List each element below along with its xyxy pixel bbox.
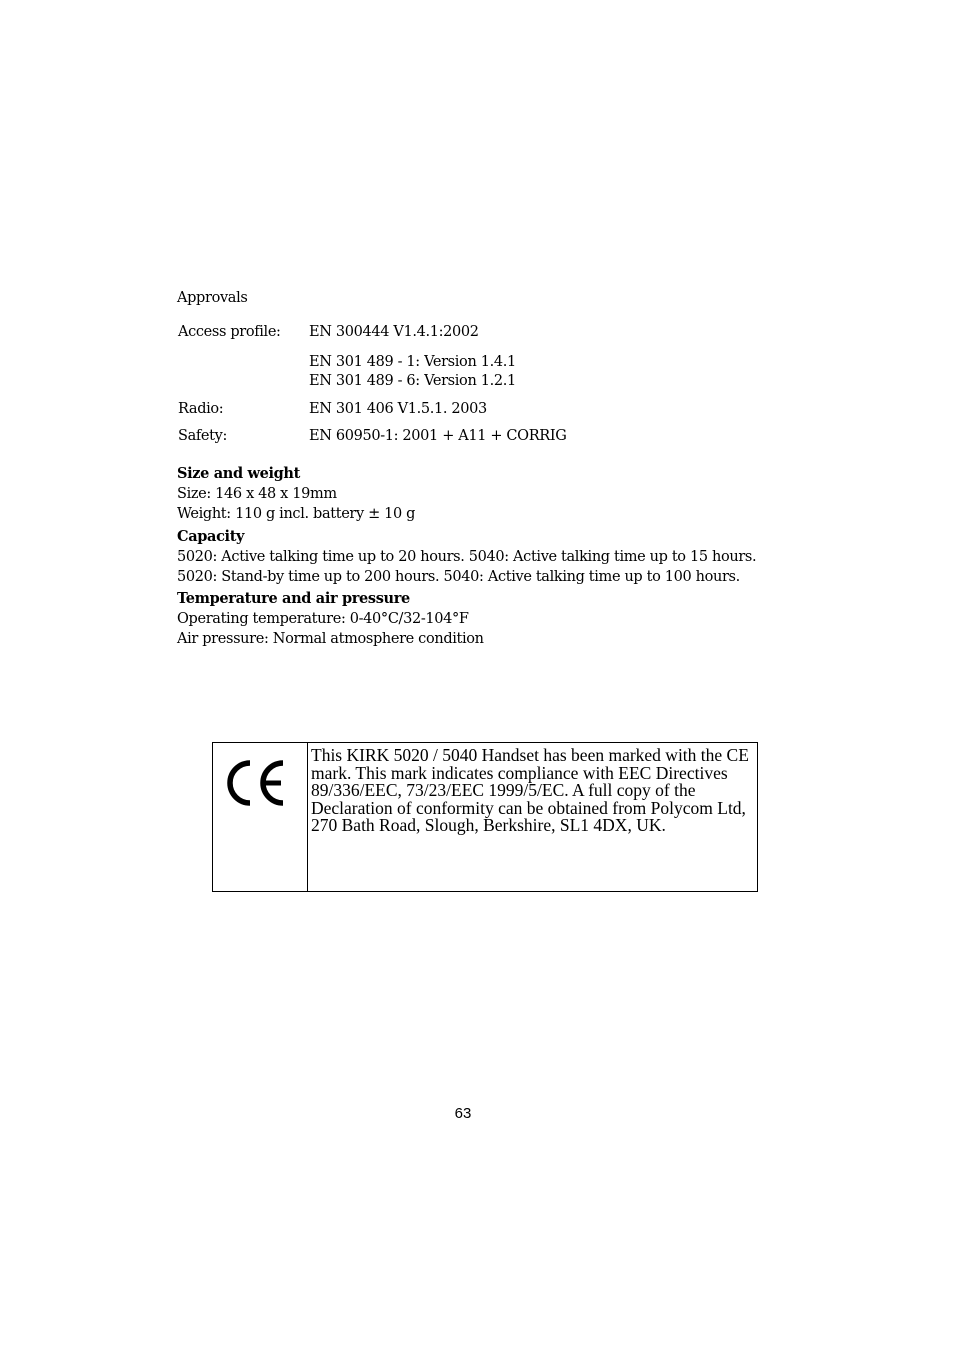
capacity-talking-line: 5020: Active talking time up to 20 hours. 5040: Active talking time up to 15 hours. [177, 549, 757, 565]
ce-declaration-box [212, 742, 758, 892]
approvals-value-radio: EN 301 406 V1.5.1. 2003 [309, 401, 487, 417]
ce-box-divider [307, 743, 308, 891]
size-weight-heading: Size and weight [177, 465, 300, 482]
size-line: Size: 146 x 48 x 19mm [177, 486, 337, 502]
capacity-heading: Capacity [177, 528, 245, 545]
capacity-standby-line: 5020: Stand-by time up to 200 hours. 5040: Active talking time up to 100 hours. [177, 569, 740, 585]
air-pressure-line: Air pressure: Normal atmosphere condition [177, 631, 484, 647]
temperature-section [177, 589, 484, 649]
approvals-value-access-profile: EN 300444 V1.4.1:2002 [309, 324, 479, 340]
weight-line: Weight: 110 g incl. battery ± 10 g [177, 506, 416, 522]
size-weight-section [177, 464, 415, 524]
capacity-section [177, 527, 756, 587]
approvals-value-safety: EN 60950-1: 2001 + A11 + CORRIG [309, 428, 567, 444]
page-number: 63 [454, 1105, 472, 1122]
ce-mark-icon [223, 757, 289, 809]
operating-temperature-line: Operating temperature: 0-40°C/32-104°F [177, 611, 469, 627]
ce-declaration-text: This KIRK 5020 / 5040 Handset has been marked with the CE mark. This mark indicates compliance with EEC Directives 89/336/EEC, 73/23/EEC 1999/5/EC. A full copy of the Declaration of conformity can be obtained from Polycom Ltd, 270 Bath Road, Slough, Berkshire, SL1 4DX, UK. [311, 745, 749, 836]
temperature-heading: Temperature and air pressure [177, 590, 410, 607]
approvals-label-safety: Safety: [178, 428, 227, 444]
approvals-value-emc-1: EN 301 489 - 1: Version 1.4.1 [309, 354, 516, 370]
approvals-heading: Approvals [177, 290, 248, 306]
approvals-label-radio: Radio: [178, 401, 224, 417]
approvals-value-emc-6: EN 301 489 - 6: Version 1.2.1 [309, 373, 516, 389]
approvals-label-access-profile: Access profile: [178, 324, 281, 340]
